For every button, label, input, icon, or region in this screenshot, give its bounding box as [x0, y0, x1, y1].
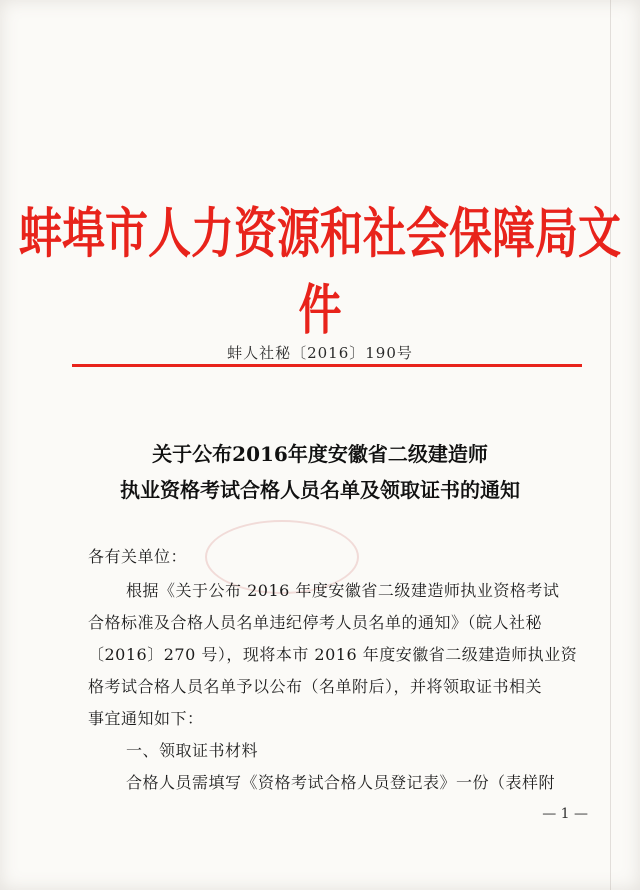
page-number: — 1 —	[542, 806, 588, 822]
salutation: 各有关单位：	[88, 547, 188, 566]
body-line-2: 合格标准及合格人员名单违纪停考人员名单的通知》（皖人社秘	[88, 613, 543, 632]
organization-header-title: 蚌埠市人力资源和社会保障局文件	[19, 203, 621, 342]
body-line-4: 格考试合格人员名单予以公布（名单附后），并将领取证书相关	[88, 677, 543, 696]
notice-title-line-1: 关于公布2016年度安徽省二级建造师	[152, 442, 488, 466]
notice-title-line-2: 执业资格考试合格人员名单及领取证书的通知	[120, 478, 520, 502]
body-line-5: 事宜通知如下：	[88, 709, 204, 728]
body-line-3: 〔2016〕270 号），现将本市 2016 年度安徽省二级建造师执业资	[88, 645, 578, 664]
section-heading: 一、领取证书材料	[126, 741, 259, 760]
section-body-line: 合格人员需填写《资格考试合格人员登记表》一份（表样附	[126, 773, 556, 792]
body-line-1: 根据《关于公布 2016 年度安徽省二级建造师执业资格考试	[126, 581, 560, 600]
document-number: 蚌人社秘〔2016〕190号	[227, 344, 413, 362]
red-divider-line	[72, 364, 582, 367]
